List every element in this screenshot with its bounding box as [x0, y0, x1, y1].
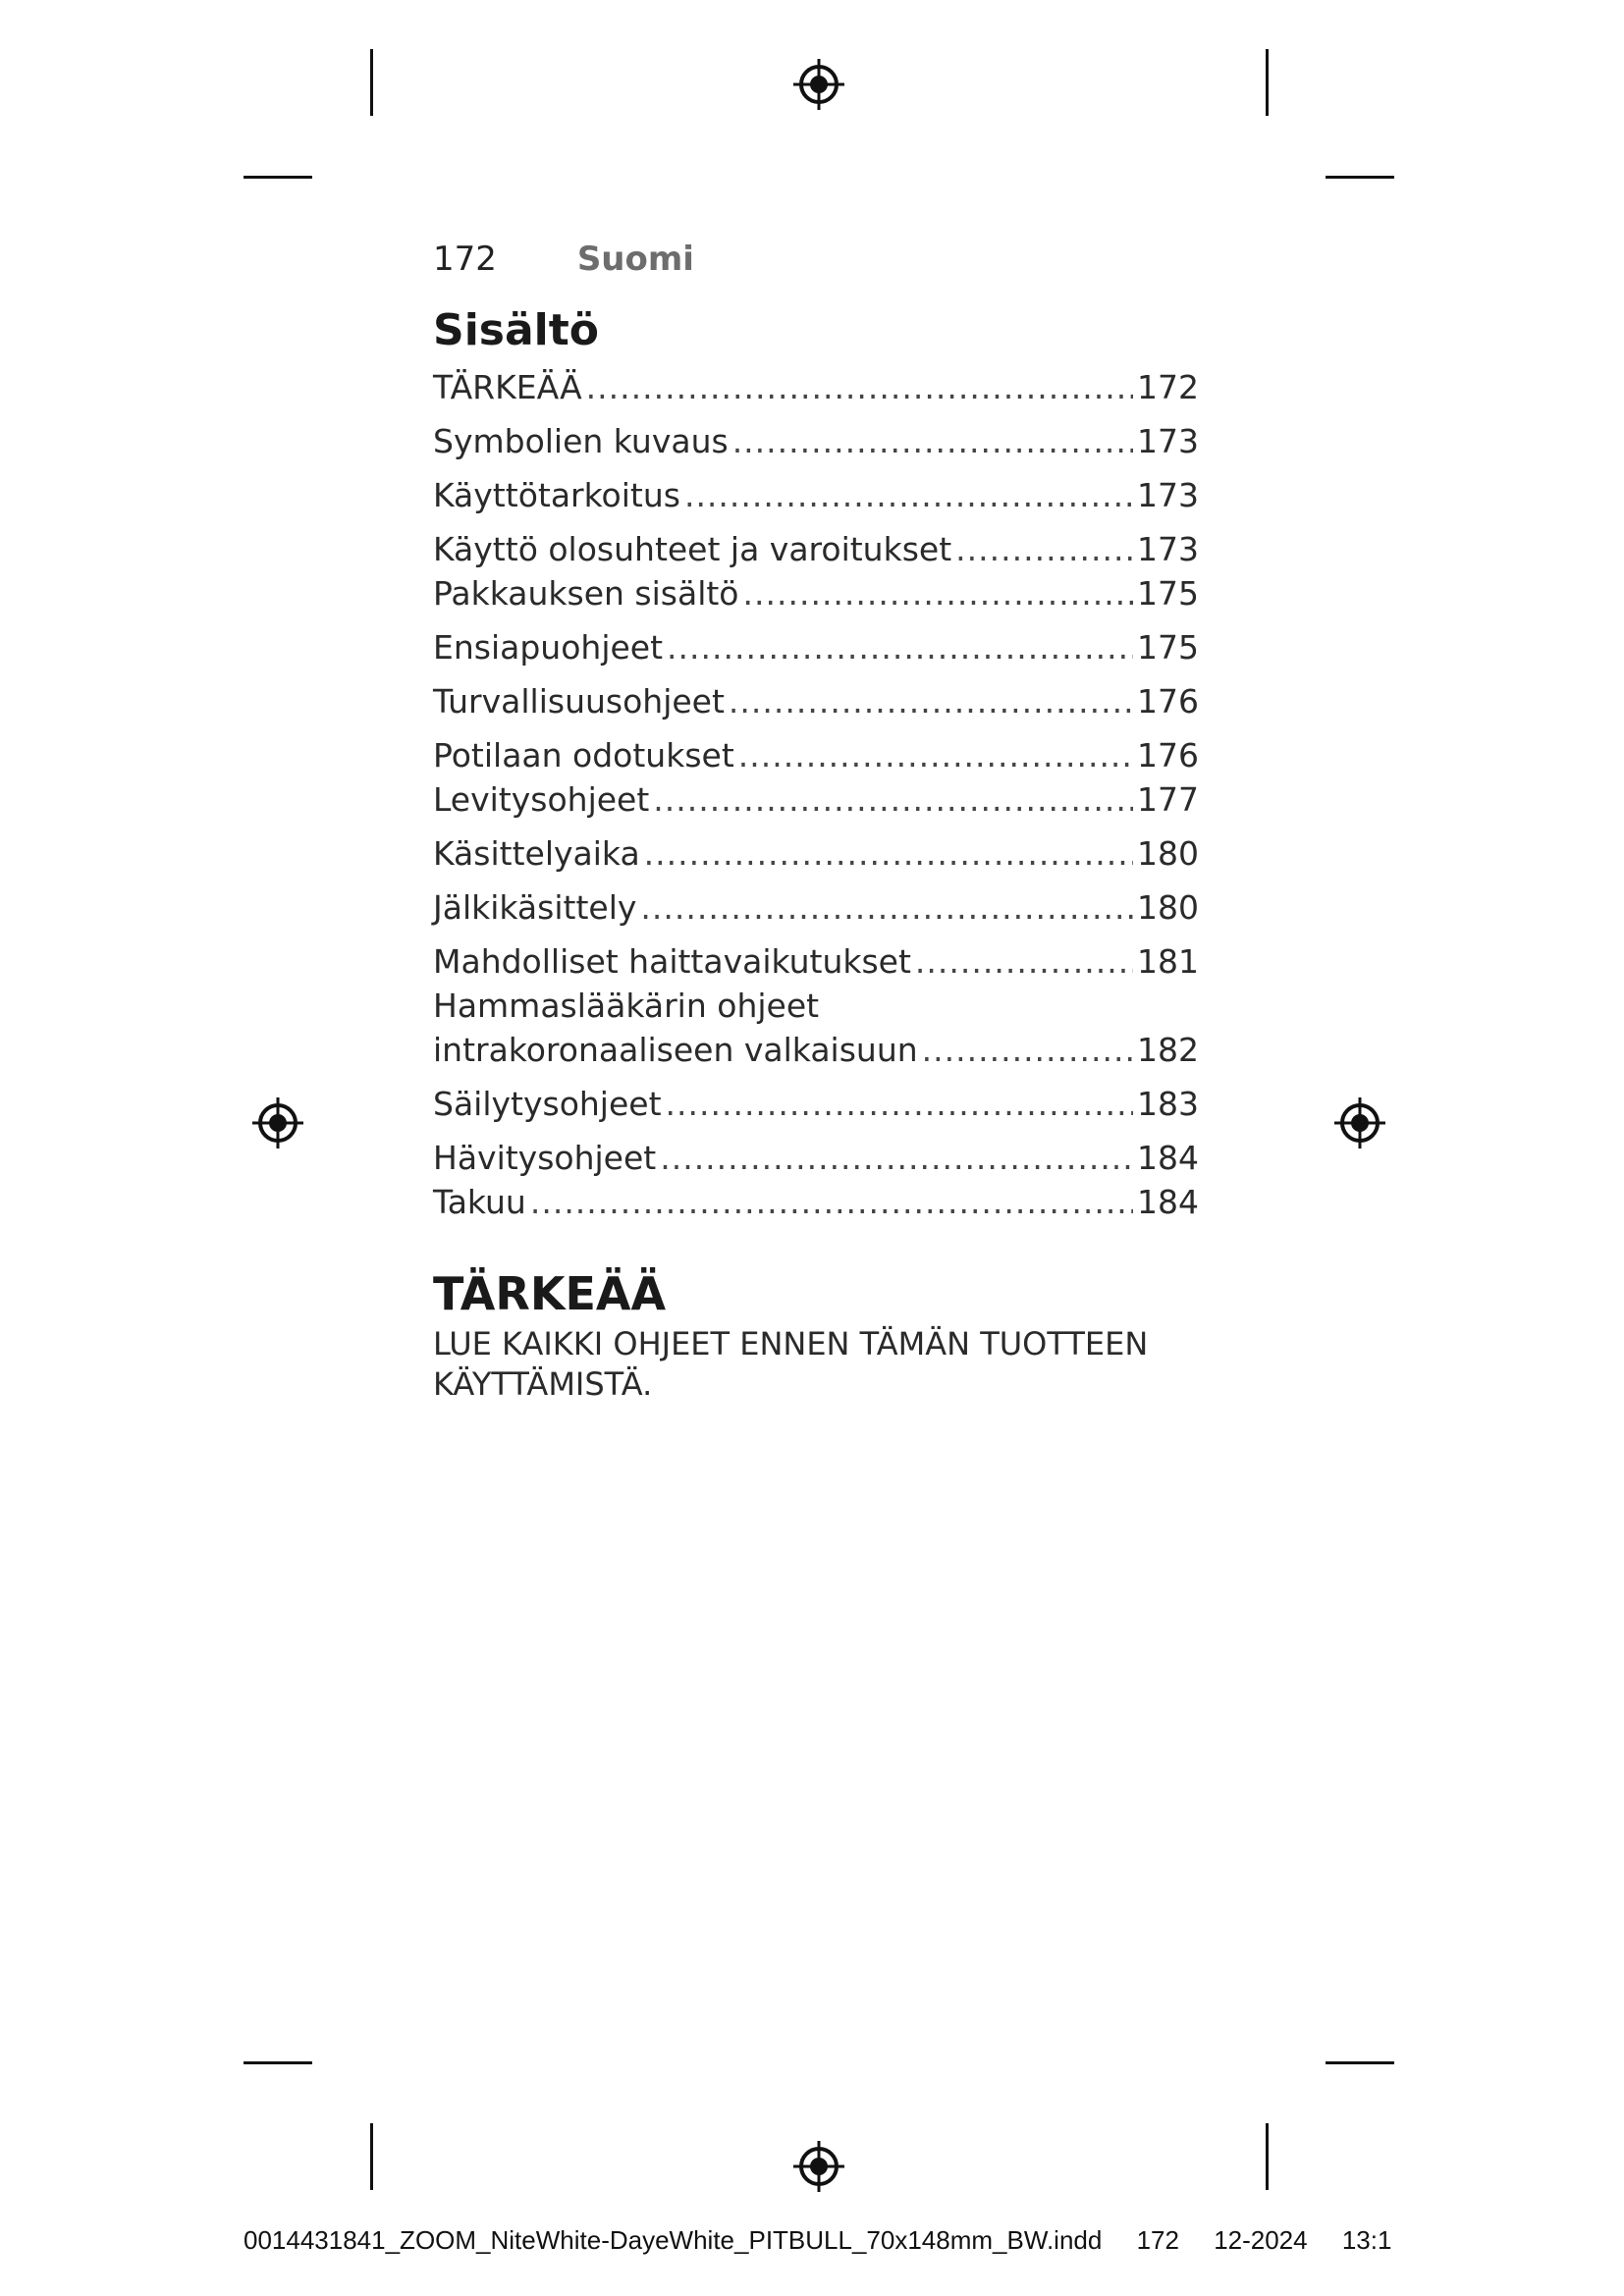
toc-entry-title: Käyttötarkoitus	[433, 476, 680, 514]
crop-mark	[1266, 2123, 1269, 2190]
toc-entry-title: Ensiapuohjeet	[433, 628, 664, 667]
toc-entry-page: 183	[1137, 1085, 1199, 1123]
toc-entry-page: 172	[1137, 368, 1199, 406]
crop-mark	[1326, 176, 1394, 179]
toc-entry-title: Jälkikäsittely	[433, 888, 637, 927]
slug-date: 12-2024	[1214, 2225, 1308, 2255]
toc-entry-title: Turvallisuusohjeet	[433, 682, 725, 721]
toc-entry-page: 173	[1137, 422, 1199, 460]
toc-leader-dots	[530, 1180, 1133, 1224]
table-of-contents	[433, 365, 1199, 1224]
toc-entry[interactable]	[433, 984, 1199, 1072]
toc-entry-page: 177	[1137, 780, 1199, 819]
toc-entry-title: TÄRKEÄÄ	[433, 368, 582, 406]
toc-entry[interactable]	[433, 625, 1199, 669]
crop-mark	[370, 49, 373, 116]
toc-entry-title: Käsittelyaika	[433, 834, 640, 873]
toc-entry[interactable]	[433, 1180, 1199, 1224]
toc-entry-title: Käyttö olosuhteet ja varoitukset	[433, 530, 952, 568]
toc-leader-dots	[586, 365, 1133, 409]
toc-entry[interactable]	[433, 527, 1199, 571]
toc-entry-title: Hävitysohjeet	[433, 1139, 657, 1177]
toc-entry-title: intrakoronaaliseen valkaisuun	[433, 1031, 918, 1069]
toc-entry[interactable]	[433, 571, 1199, 615]
slug-page: 172	[1136, 2225, 1179, 2255]
crop-mark	[1326, 2061, 1394, 2064]
slug-time: 13:1	[1341, 2225, 1392, 2255]
registration-mark-icon	[791, 2139, 846, 2194]
toc-title: Sisältö	[433, 305, 599, 355]
toc-entry-title: Potilaan odotukset	[433, 736, 734, 774]
toc-entry[interactable]	[433, 885, 1199, 930]
toc-entry-title: Säilytysohjeet	[433, 1085, 662, 1123]
toc-entry-page: 173	[1137, 530, 1199, 568]
toc-entry-page: 182	[1137, 1031, 1199, 1069]
toc-entry-title: Mahdolliset haittavaikutukset	[433, 942, 911, 981]
page-header	[433, 236, 1199, 283]
toc-entry-page: 180	[1137, 834, 1199, 873]
toc-leader-dots	[729, 679, 1133, 723]
toc-leader-dots	[644, 831, 1133, 876]
toc-leader-dots	[653, 777, 1133, 822]
toc-entry[interactable]	[433, 733, 1199, 777]
page-number: 172	[433, 240, 497, 279]
toc-entry-title-line1: Hammaslääkärin ohjeet	[433, 987, 820, 1025]
toc-entry-page: 175	[1137, 628, 1199, 667]
toc-entry-title: Levitysohjeet	[433, 780, 650, 819]
toc-leader-dots	[955, 527, 1133, 571]
crop-mark	[244, 2061, 312, 2064]
toc-entry-page: 173	[1137, 476, 1199, 514]
toc-entry[interactable]	[433, 777, 1199, 822]
registration-mark-icon	[250, 1095, 305, 1150]
registration-mark-icon	[791, 57, 846, 112]
toc-entry-title: Pakkauksen sisältö	[433, 574, 739, 613]
section-heading: TÄRKEÄÄ	[433, 1267, 667, 1320]
toc-entry-title: Takuu	[433, 1183, 526, 1221]
toc-leader-dots	[667, 625, 1133, 669]
toc-entry[interactable]	[433, 831, 1199, 876]
section-body-line: KÄYTTÄMISTÄ.	[433, 1365, 653, 1403]
toc-entry[interactable]	[433, 1082, 1199, 1126]
toc-entry[interactable]	[433, 939, 1199, 984]
toc-leader-dots	[660, 1136, 1133, 1180]
toc-entry[interactable]	[433, 473, 1199, 517]
toc-leader-dots	[922, 1028, 1133, 1072]
print-slug	[244, 2225, 1419, 2256]
toc-entry[interactable]	[433, 679, 1199, 723]
toc-leader-dots	[915, 939, 1133, 984]
page-content	[433, 236, 1199, 1405]
toc-entry-page: 184	[1137, 1139, 1199, 1177]
toc-leader-dots	[732, 419, 1133, 463]
toc-entry-page: 180	[1137, 888, 1199, 927]
toc-entry-title: Symbolien kuvaus	[433, 422, 729, 460]
toc-entry[interactable]	[433, 419, 1199, 463]
language-label: Suomi	[576, 240, 694, 279]
toc-leader-dots	[666, 1082, 1133, 1126]
section-body-line: LUE KAIKKI OHJEET ENNEN TÄMÄN TUOTTEEN	[433, 1325, 1149, 1362]
crop-mark	[244, 176, 312, 179]
toc-leader-dots	[684, 473, 1133, 517]
toc-entry-page: 176	[1137, 736, 1199, 774]
toc-entry-page: 181	[1137, 942, 1199, 981]
section-body	[433, 1324, 1179, 1405]
toc-entry[interactable]	[433, 365, 1199, 409]
slug-filename: 0014431841_ZOOM_NiteWhite-DayeWhite_PITBULL_70x148mm_BW.indd	[244, 2225, 1103, 2255]
toc-leader-dots	[640, 885, 1133, 930]
toc-entry-page: 175	[1137, 574, 1199, 613]
toc-entry-page: 176	[1137, 682, 1199, 721]
toc-entry-page: 184	[1137, 1183, 1199, 1221]
crop-mark	[370, 2123, 373, 2190]
registration-mark-icon	[1332, 1095, 1387, 1150]
toc-entry[interactable]	[433, 1136, 1199, 1180]
toc-leader-dots	[743, 571, 1133, 615]
toc-leader-dots	[738, 733, 1133, 777]
crop-mark	[1266, 49, 1269, 116]
